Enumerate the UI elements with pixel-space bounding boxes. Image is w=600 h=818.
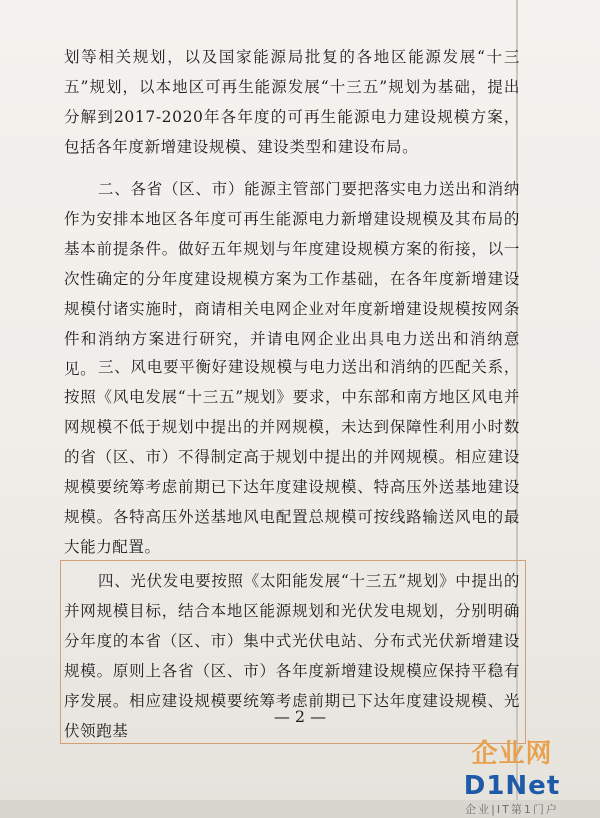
watermark-logo — [432, 738, 592, 816]
paragraph-2: 二、各省（区、市）能源主管部门要把落实电力送出和消纳作为安排本地区各年度可再生能源电力新增建设规模及其布局的基本前提条件。做好五年规划与年度建设规模方案的衔接，以一次性确定的分年度建设规模方案为工作基础，在各年度新增建设规模付诸实施时，商请相关电网企业对年度新增建设规模按网条件和消纳方案进行研究，并请电网企业出具电力送出和消纳意见。 — [64, 180, 520, 378]
paragraph-4: 四、光伏发电要按照《太阳能发展“十三五”规划》中提出的并网规模目标，结合本地区能源规划和光伏发电规划，分别明确分年度的本省（区、市）集中式光伏电站、分布式光伏新增建设规模。原则上各省（区、市）各年度新增建设规模应保持平稳有序发展。相应建设规模要统筹考虑前期已下达年度建设规模、光伏领跑基 — [64, 572, 520, 740]
watermark-logo-en: D1Net — [463, 771, 561, 801]
page-number: — 2 — — [273, 707, 327, 726]
paragraph-1: 划等相关规划，以及国家能源局批复的各地区能源发展“十三五”规划，以本地区可再生能源发展“十三五”规划为基础，提出分解到2017-2020年各年度的可再生能源电力建设规模方案，包括各年度新增建设规模、建设类型和建设布局。 — [64, 48, 520, 156]
paragraph-3: 三、风电要平衡好建设规模与电力送出和消纳的匹配关系，按照《风电发展“十三五”规划》要求，中东部和南方地区风电并网规模不低于规划中提出的并网规模，未达到保障性利用小时数的省（区、市）不得制定高于规划中提出的并网规模。相应建设规模要统筹考虑前期已下达年度建设规模、特高压外送基地建设规模。各特高压外送基地风电配置总规模可按线路输送风电的最大能力配置。 — [64, 358, 520, 556]
watermark-subtitle: 企业|IT第1门户 — [465, 803, 559, 816]
watermark-logo-cn: 企业网 — [471, 739, 553, 769]
